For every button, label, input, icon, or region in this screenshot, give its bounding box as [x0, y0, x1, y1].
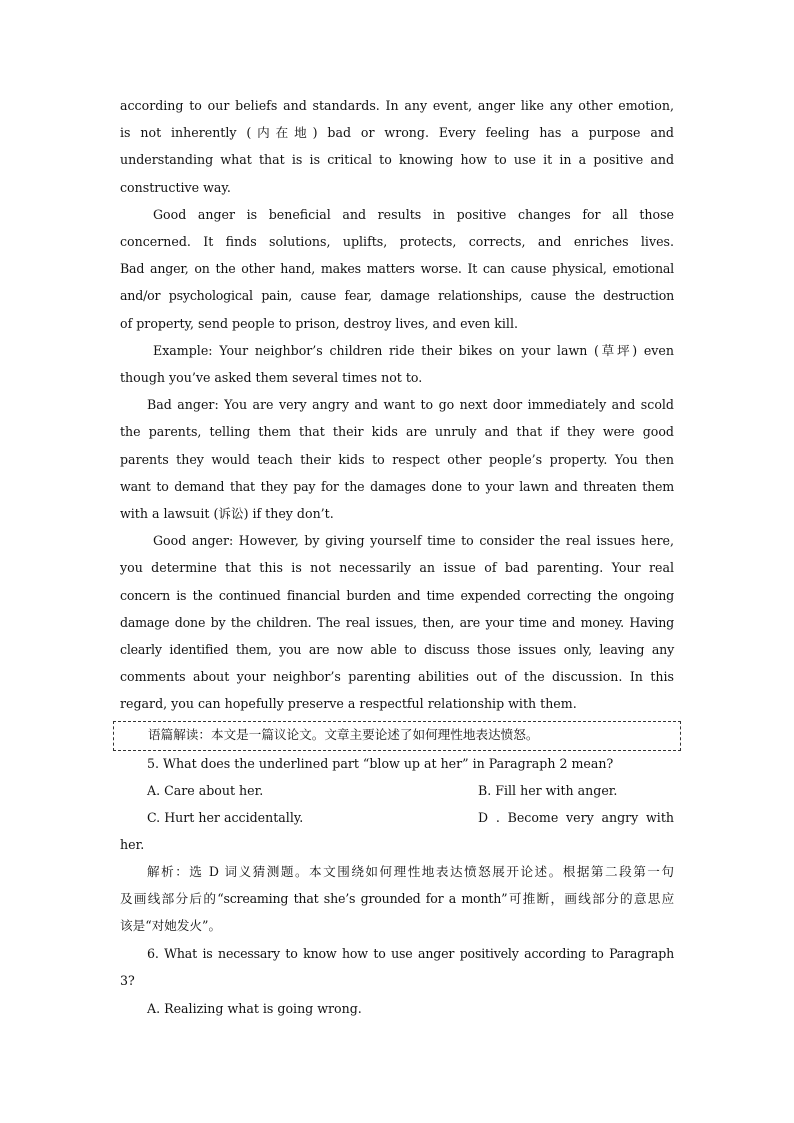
question-6-stem-continued: 3? [120, 973, 135, 988]
question-5-option-d-continued: her. [120, 837, 145, 852]
passage-line: regard, you can hopefully preserve a respectful relationship with them. [120, 696, 577, 711]
passage-line: concern is the continued financial burden and time expended correcting the ongoing [120, 588, 674, 603]
passage-line: and/or psychological pain, cause fear, damage relationships, cause the destruction [120, 288, 674, 303]
passage-line: the parents, telling them that their kids are unruly and that if they were good [120, 424, 674, 439]
question-6-option-a: A. Realizing what is going wrong. [147, 1001, 362, 1016]
passage-line: concerned. It finds solutions, uplifts, protects, corrects, and enriches lives. [120, 234, 674, 249]
passage-line: is not inherently (内在地) bad or wrong. Every feeling has a purpose and [120, 125, 674, 140]
passage-line: comments about your neighbor’s parenting abilities out of the discussion. In this [120, 669, 674, 684]
summary-text: 语篇解读：本文是一篇议论文。文章主要论述了如何理性地表达愤怒。 [148, 727, 539, 742]
question-5-option-c: C. Hurt her accidentally. [147, 810, 304, 825]
passage-line: want to demand that they pay for the damages done to your lawn and threaten them [120, 479, 674, 494]
passage-line: understanding what that is is critical to knowing how to use it in a positive and [120, 152, 674, 167]
passage-line: Bad anger, on the other hand, makes matters worse. It can cause physical, emotional [120, 261, 674, 276]
question-5-analysis-line: 及画线部分后的“screaming that she’s grounded for a month”可推断，画线部分的意思应 [120, 891, 674, 906]
passage-line: Example: Your neighbor’s children ride their bikes on your lawn (草坪) even [153, 343, 674, 358]
question-5-option-d: D . Become very angry with [478, 810, 674, 825]
passage-line: Good anger: However, by giving yourself time to consider the real issues here, [153, 533, 674, 548]
summary-box [113, 721, 681, 751]
passage-line: parents they would teach their kids to respect other people’s property. You then [120, 452, 674, 467]
passage-line: clearly identified them, you are now able to discuss those issues only, leaving any [120, 642, 674, 657]
passage-line: you determine that this is not necessarily an issue of bad parenting. Your real [120, 560, 674, 575]
question-6-stem: 6. What is necessary to know how to use anger positively according to Paragraph [147, 946, 674, 961]
question-5-option-a: A. Care about her. [147, 783, 264, 798]
question-5-analysis-line: 解析：选 D 词义猜测题。本文围绕如何理性地表达愤怒展开论述。根据第二段第一句 [147, 864, 674, 879]
passage-line: with a lawsuit (诉讼) if they don’t. [120, 506, 334, 521]
passage-line: Bad anger: You are very angry and want to go next door immediately and scold [147, 397, 674, 412]
passage-line: Good anger is beneficial and results in positive changes for all those [153, 207, 674, 222]
passage-line: though you’ve asked them several times not to. [120, 370, 423, 385]
passage-line: constructive way. [120, 180, 231, 195]
question-5-option-b: B. Fill her with anger. [478, 783, 618, 798]
passage-line: of property, send people to prison, destroy lives, and even kill. [120, 316, 518, 331]
question-5-stem: 5. What does the underlined part “blow up at her” in Paragraph 2 mean? [147, 756, 614, 771]
passage-line: damage done by the children. The real issues, then, are your time and money. Having [120, 615, 674, 630]
passage-line: according to our beliefs and standards. In any event, anger like any other emotion, [120, 98, 674, 113]
question-5-analysis-line: 该是“对她发火”。 [120, 918, 222, 933]
